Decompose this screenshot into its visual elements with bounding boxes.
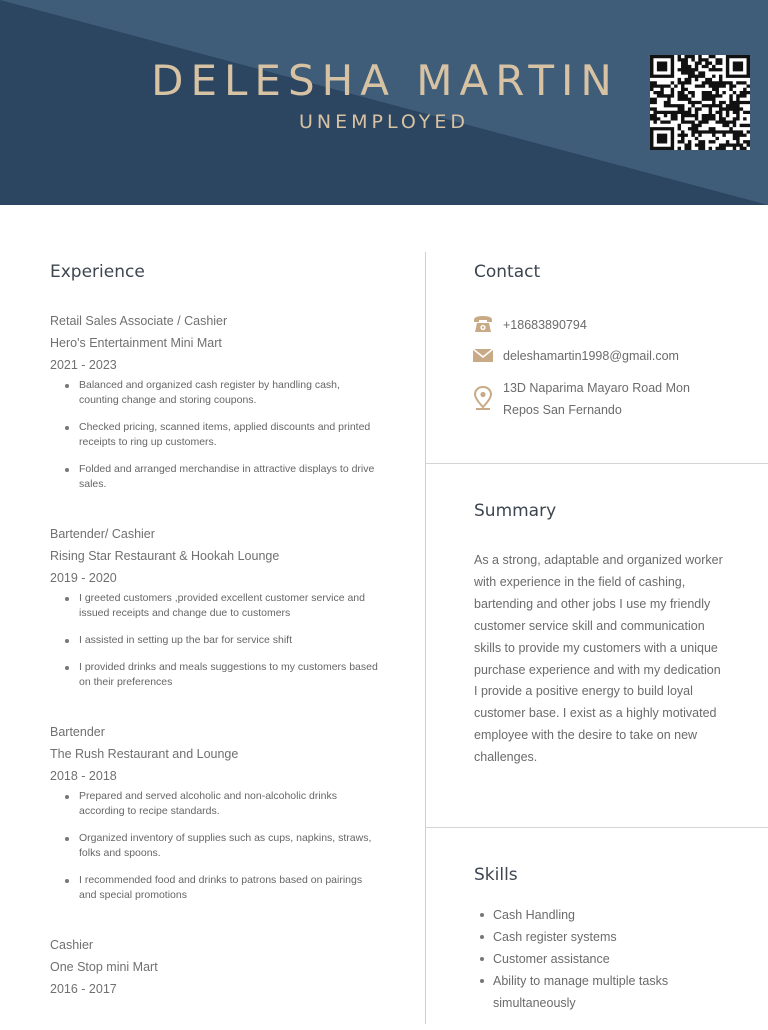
contact-address-row xyxy=(472,377,690,421)
column-divider xyxy=(425,252,426,1024)
job-company: The Rush Restaurant and Lounge xyxy=(50,747,239,761)
address-block xyxy=(503,377,690,421)
experience-heading: Experience xyxy=(50,262,145,282)
job-entry xyxy=(50,721,380,903)
job-duties xyxy=(50,789,380,903)
job-duties xyxy=(50,378,380,492)
phone-link[interactable]: +18683890794 xyxy=(503,318,587,332)
job-duty: I provided drinks and meals suggestions to my customers based on their preferences xyxy=(79,660,380,690)
skill-item: Cash register systems xyxy=(493,926,743,948)
phone-icon xyxy=(472,314,494,334)
job-entry xyxy=(50,523,380,690)
job-duty: I assisted in setting up the bar for service shift xyxy=(79,633,380,648)
qr-code-icon xyxy=(650,55,750,150)
experience-section xyxy=(50,310,380,1030)
skill-item: Ability to manage multiple tasks simultaneously xyxy=(493,970,743,1014)
skills-list xyxy=(474,904,743,1014)
job-duty: I recommended food and drinks to patrons based on pairings and special promotions xyxy=(79,873,380,903)
job-duty: I greeted customers ,provided excellent customer service and issued receipts and change due to customers xyxy=(79,591,380,621)
job-role: Retail Sales Associate / Cashier xyxy=(50,314,228,328)
envelope-icon xyxy=(472,345,494,365)
job-dates: 2018 - 2018 xyxy=(50,769,117,783)
address-line: 13D Naparima Mayaro Road Mon xyxy=(503,381,690,395)
job-company: One Stop mini Mart xyxy=(50,960,158,974)
candidate-role: UNEMPLOYED xyxy=(298,111,470,133)
job-role: Cashier xyxy=(50,938,94,952)
job-duty: Folded and arranged merchandise in attractive displays to drive sales. xyxy=(79,462,380,492)
job-duty: Organized inventory of supplies such as cups, napkins, straws, folks and spoons. xyxy=(79,831,380,861)
email-link[interactable]: deleshamartin1998@gmail.com xyxy=(503,349,679,363)
section-divider xyxy=(426,463,768,464)
job-role: Bartender xyxy=(50,725,105,739)
contact-email-row xyxy=(472,345,679,367)
skills-heading: Skills xyxy=(474,865,518,885)
contact-phone-row xyxy=(472,314,587,336)
skill-item: Cash Handling xyxy=(493,904,743,926)
job-role: Bartender/ Cashier xyxy=(50,527,155,541)
job-duty: Prepared and served alcoholic and non-alcoholic drinks according to recipe standards. xyxy=(79,789,380,819)
qr-modules xyxy=(650,55,750,150)
location-pin-icon xyxy=(472,385,494,411)
job-duty: Balanced and organized cash register by handling cash, counting change and storing coupons. xyxy=(79,378,380,408)
skill-item: Customer assistance xyxy=(493,948,743,970)
job-company: Rising Star Restaurant & Hookah Lounge xyxy=(50,549,280,563)
job-dates: 2016 - 2017 xyxy=(50,982,117,996)
candidate-name: DELESHA MARTIN xyxy=(151,56,619,105)
job-duty: Checked pricing, scanned items, applied discounts and printed receipts to ring up customers. xyxy=(79,420,380,450)
section-divider xyxy=(426,827,768,828)
summary-heading: Summary xyxy=(474,501,557,521)
job-dates: 2021 - 2023 xyxy=(50,358,117,372)
address-line: Repos San Fernando xyxy=(503,403,622,417)
job-duties xyxy=(50,591,380,690)
summary-text: As a strong, adaptable and organized worker with experience in the field of cashing, bartending and other jobs I use my friendly customer service skill and communication skills to provide my customers with a unique purchase experience and with my dedication I provide a positive energy to build loyal customer base. I exist as a highly motivated employee with the desire to take on new challenges. xyxy=(474,553,723,765)
job-dates: 2019 - 2020 xyxy=(50,571,117,585)
resume-header xyxy=(0,0,768,205)
job-entry xyxy=(50,310,380,492)
job-company: Hero's Entertainment Mini Mart xyxy=(50,336,222,350)
job-entry xyxy=(50,934,380,1000)
contact-heading: Contact xyxy=(474,262,541,282)
